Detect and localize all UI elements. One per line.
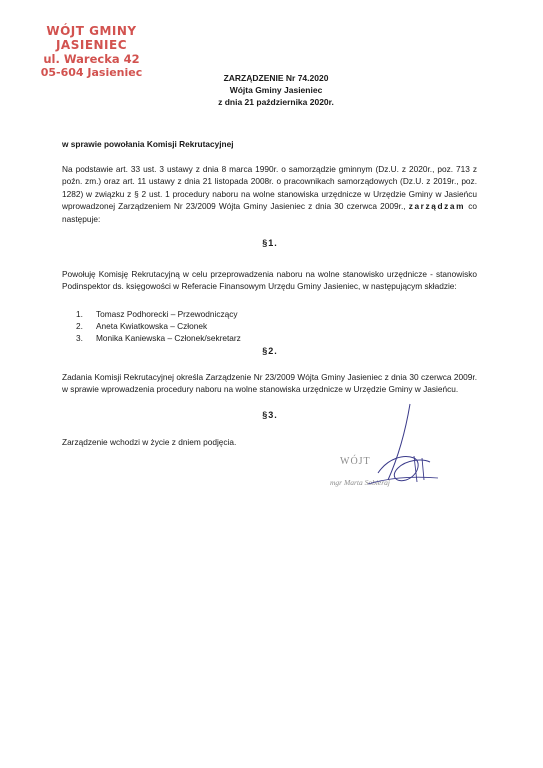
- list-item-text: Monika Kaniewska – Członek/sekretarz: [96, 333, 241, 343]
- section-2-heading: §2.: [262, 346, 278, 356]
- list-item-text: Tomasz Podhorecki – Przewodniczący: [96, 309, 238, 319]
- list-item: [62, 332, 362, 344]
- list-item-number: 3.: [76, 333, 83, 343]
- section-2-text: Zadania Komisji Rekrutacyjnej określa Zarządzenie Nr 23/2009 Wójta Gminy Jasieniec z dnia 30 czerwca 2009r. w sprawie wprowadzenia procedury naboru na wolne stanowiska urzędnicze w Urzędzie Gminy w Jasieńcu.: [62, 372, 477, 395]
- section-3-heading: §3.: [262, 410, 278, 420]
- document-subject: w sprawie powołania Komisji Rekrutacyjnej: [62, 139, 234, 149]
- committee-members-list: [62, 308, 362, 344]
- issuer: Wójta Gminy Jasieniec: [229, 85, 323, 95]
- decree-keyword: zarządzam: [408, 201, 466, 212]
- list-item: [62, 320, 362, 332]
- list-item-number: 1.: [76, 309, 83, 319]
- section-3-text: Zarządzenie wchodzi w życie z dniem podjęcia.: [62, 437, 237, 447]
- list-item: [62, 308, 362, 320]
- issue-date: z dnia 21 października 2020r.: [218, 97, 334, 107]
- legal-basis-tail: co następuje:: [62, 201, 477, 224]
- legal-basis-text: Na podstawie art. 33 ust. 3 ustawy z dnia 8 marca 1990r. o samorządzie gminnym (Dz.U. z 2020r., poz. 713 z poźn. zm.) oraz art. 11 ustawy z dnia 21 listopada 2008r. o pracownikach samorządowych (Dz.U. z 2019r., poz. 1282) w związku z § 2 ust. 1 procedury naboru na wolne stanowiska urzędnicze w Urzędzie Gminy w Jasieńcu wprowadzonej Zarządzeniem Nr 23/2009 Wójta Gminy Jasieniec z dnia 30 czerwca 2009r.,: [62, 164, 477, 212]
- list-item-number: 2.: [76, 321, 83, 331]
- stamp-line-4: 05-604 Jasieniec: [40, 66, 143, 79]
- stamp-line-3: ul. Warecka 42: [43, 52, 140, 66]
- legal-basis-paragraph: [62, 163, 477, 225]
- section-1-heading: §1.: [262, 238, 278, 248]
- ordinance-number: ZARZĄDZENIE Nr 74.2020: [223, 73, 329, 83]
- document-header: [150, 72, 402, 108]
- stamp-line-2: JASIENIEC: [55, 38, 128, 52]
- signature-stamp-title: WÓJT: [340, 456, 371, 467]
- office-stamp: [34, 24, 149, 80]
- stamp-line-1: WÓJT GMINY: [46, 24, 137, 38]
- list-item-text: Aneta Kwiatkowska – Członek: [96, 321, 208, 331]
- handwritten-signature: [318, 398, 478, 498]
- section-1-text: Powołuję Komisję Rekrutacyjną w celu przeprowadzenia naboru na wolne stanowisko urzędnicze - stanowisko Podinspektor ds. księgowości w Referacie Finansowym Urzędu Gminy Jasieniec, w następującym składzie:: [62, 269, 477, 292]
- signature-stamp-name: mgr Marta Sobieraj: [330, 478, 390, 487]
